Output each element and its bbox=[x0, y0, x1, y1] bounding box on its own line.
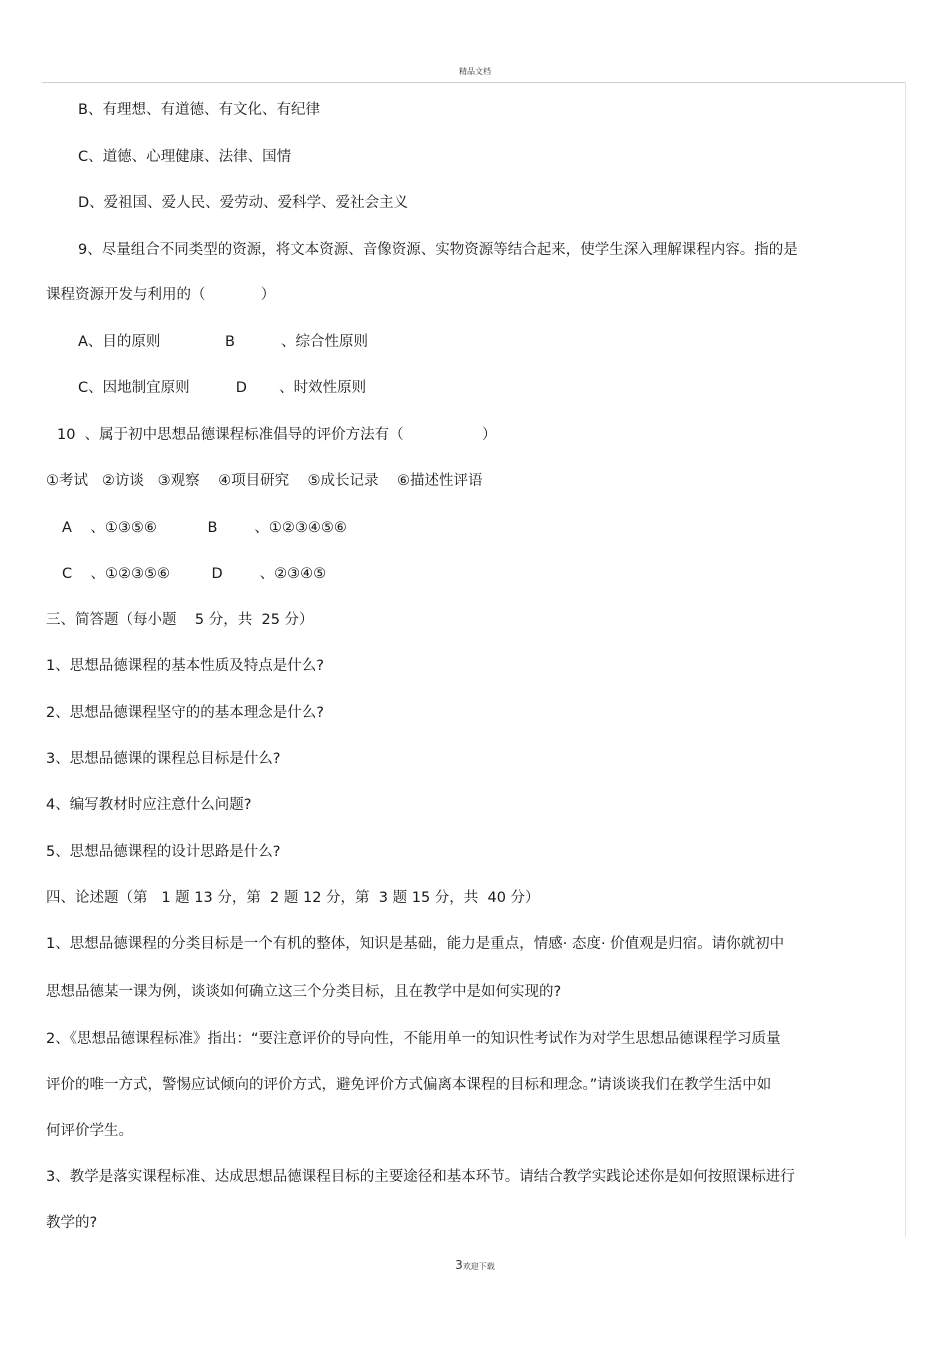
question-10-line: 10 、属于初中思想品德课程标准倡导的评价方法有（ ） bbox=[57, 427, 497, 443]
essay-2-line2: 评价的唯一方式，警惕应试倾向的评价方式，避免评价方式偏离本课程的目标和理念。”请谈谈我们在教学生活中如 bbox=[46, 1077, 772, 1093]
header-divider bbox=[42, 82, 906, 83]
essay-3-line1: 3、教学是落实课程标准、达成思想品德课程目标的主要途径和基本环节。请结合教学实践论述你是如何按照课标进行 bbox=[46, 1169, 795, 1185]
page-footer bbox=[0, 1258, 950, 1272]
option-d-line: D、爱祖国、爱人民、爱劳动、爱科学、爱社会主义 bbox=[78, 195, 409, 211]
footer-text: 欢迎下载 bbox=[462, 1262, 495, 1271]
page-number: 3 bbox=[455, 1258, 463, 1272]
essay-2-line3: 何评价学生。 bbox=[46, 1123, 133, 1139]
right-margin-line bbox=[905, 82, 906, 1237]
option-c-line: C、道德、心理健康、法律、国情 bbox=[78, 149, 292, 165]
q10-methods-line: ①考试 ②访谈 ③观察 ④项目研究 ⑤成长记录 ⑥描述性评语 bbox=[46, 473, 483, 489]
q9-options-ab: A、目的原则 B 、综合性原则 bbox=[78, 334, 368, 350]
section-4-heading: 四、论述题（第 1 题 13 分，第 2 题 12 分，第 3 题 15 分，共 40 分） bbox=[46, 890, 540, 906]
essay-3-line2: 教学的? bbox=[46, 1215, 98, 1231]
option-b-line: B、有理想、有道德、有文化、有纪律 bbox=[78, 102, 320, 118]
short-question-3: 3、思想品德课的课程总目标是什么? bbox=[46, 751, 281, 767]
page-header: 精品文档 bbox=[459, 67, 491, 76]
short-question-2: 2、思想品德课程坚守的的基本理念是什么? bbox=[46, 705, 324, 721]
essay-2-line1: 2、《思想品德课程标准》指出：“要注意评价的导向性，不能用单一的知识性考试作为对学生思想品德课程学习质量 bbox=[46, 1031, 781, 1047]
essay-1-line1: 1、思想品德课程的分类目标是一个有机的整体，知识是基础，能力是重点，情感· 态度· 价值观是归宿。请你就初中 bbox=[46, 936, 785, 952]
section-3-heading: 三、简答题（每小题 5 分，共 25 分） bbox=[46, 612, 314, 628]
short-question-5: 5、思想品德课程的设计思路是什么? bbox=[46, 844, 281, 860]
q9-options-cd: C、因地制宜原则 D 、时效性原则 bbox=[78, 380, 367, 396]
q10-options-ab: A 、①③⑤⑥ B 、①②③④⑤⑥ bbox=[62, 520, 347, 536]
short-question-1: 1、思想品德课程的基本性质及特点是什么? bbox=[46, 658, 324, 674]
question-9-line2: 课程资源开发与利用的（ ） bbox=[46, 287, 276, 303]
q10-options-cd: C 、①②③⑤⑥ D 、②③④⑤ bbox=[62, 566, 327, 582]
short-question-4: 4、编写教材时应注意什么问题? bbox=[46, 797, 252, 813]
question-9-line1: 9、尽量组合不同类型的资源，将文本资源、音像资源、实物资源等结合起来，使学生深入理解课程内容。指的是 bbox=[78, 242, 798, 258]
essay-1-line2: 思想品德某一课为例，谈谈如何确立这三个分类目标，且在教学中是如何实现的? bbox=[46, 984, 562, 1000]
